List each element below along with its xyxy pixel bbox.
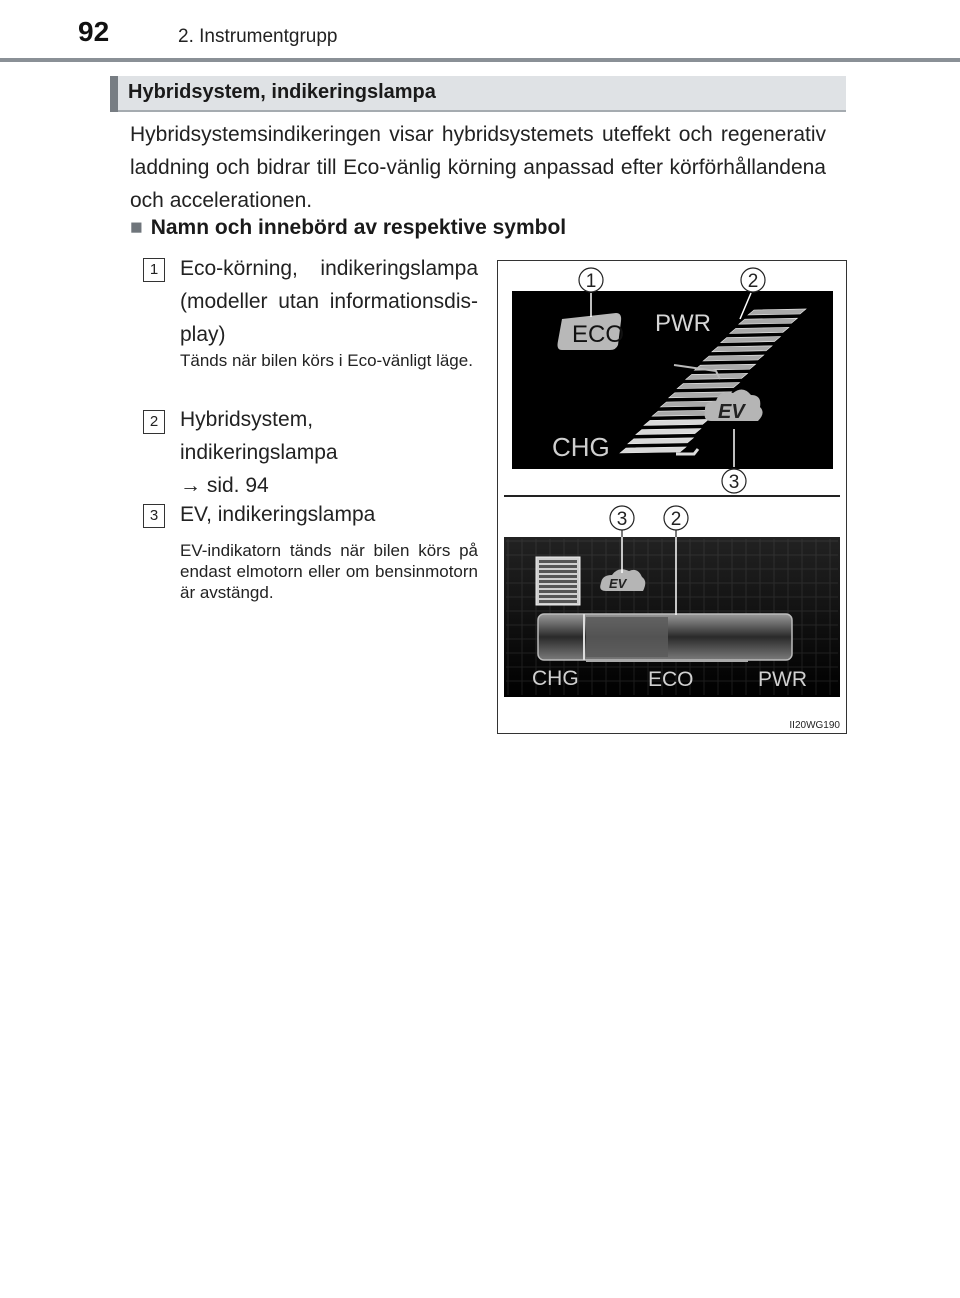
item-title-1 [180,252,478,351]
section-title: Hybridsystem, indikeringslampa [128,81,436,103]
figure-code: II20WG190 [789,720,840,731]
battery-stripe [539,570,577,573]
gauge-bar [712,346,772,352]
chapter-title: 2. Instrumentgrupp [178,26,338,47]
item-title-3-line-1: EV, indikeringslampa [180,503,376,526]
gauge-bar [644,419,708,425]
item-number-2: 2 [143,410,165,434]
pwr-label-bottom: PWR [758,668,807,691]
gauge-bar [730,327,789,333]
battery-stripe [539,585,577,588]
subheading-text: Namn och innebörd av respektive symbol [150,216,567,239]
gauge-bar [748,309,806,315]
item-desc-3: EV-indikatorn tänds när bilen körs på endast elmotorn eller om bensinmotorn är avstängd. [180,541,478,602]
item-title-2-line-1: Hybridsystem, [180,408,314,431]
item-title-2 [180,403,478,502]
pwr-label-top: PWR [655,310,711,337]
section-accent [110,76,118,112]
callout-1 [579,268,603,292]
battery-stripe [539,575,577,578]
item-desc-1: Tänds när bilen körs i Eco-vänligt läge. [180,351,473,370]
subheading [130,216,566,240]
callout-2b [664,506,688,530]
battery-stripe [539,565,577,568]
page-number: 92 [78,16,110,47]
eco-indicator-icon [558,313,625,350]
callout-3b-number: 3 [616,509,628,530]
callout-3 [722,469,746,493]
item-title-2-line-2: indikeringslampa [180,441,338,464]
ev-small-label: EV [609,576,627,591]
page-reference-link[interactable]: → sid. 94 [180,474,269,497]
item-title-1-line-3: play) [180,323,226,346]
callout-2 [741,268,765,292]
battery-icon [536,557,580,605]
callout-2b-number: 2 [670,509,682,530]
header-rule [0,58,960,62]
eco-badge-label: ECO [572,321,625,348]
eco-label-bottom: ECO [648,668,694,691]
battery-stripe [539,595,577,598]
battery-stripe [539,580,577,583]
gauge-bar [739,318,798,324]
item-title-1-line-1: Eco-körning, indikeringslampa [180,257,478,280]
intro-paragraph: Hybridsystemsindikeringen visar hybridsystemets uteffekt och regenerativ laddning och bidrar till Eco-vänlig körning anpassad efter körförhållandena och accelerationen. [130,123,826,212]
ev-badge-label: EV [718,401,745,423]
battery-stripe [539,560,577,563]
chg-label-bottom: CHG [532,667,579,690]
callout-2-number: 2 [747,271,759,292]
item-number-3: 3 [143,504,165,528]
gauge-bar [677,383,739,389]
hybrid-bar-fill [586,617,668,657]
callout-1-number: 1 [585,271,597,292]
callout-3-number: 3 [728,472,740,493]
item-title-3 [180,498,478,531]
gauge-bar [628,438,693,444]
item-number-1: 1 [143,258,165,282]
chg-label-top: CHG [552,432,610,462]
gauge-bar [636,429,701,435]
gauge-bar [721,337,781,343]
indicator-figure-svg [498,261,846,733]
callout-3b [610,506,634,530]
gauge-bar [620,447,686,453]
gauge-bar [703,355,764,361]
section-bar [110,76,846,112]
item-title-1-line-2: (modeller utan informationsdis- [180,290,478,313]
battery-stripe [539,590,577,593]
indicator-figure [497,260,847,734]
battery-stripe [539,600,577,603]
square-bullet-icon: ■ [130,216,143,239]
